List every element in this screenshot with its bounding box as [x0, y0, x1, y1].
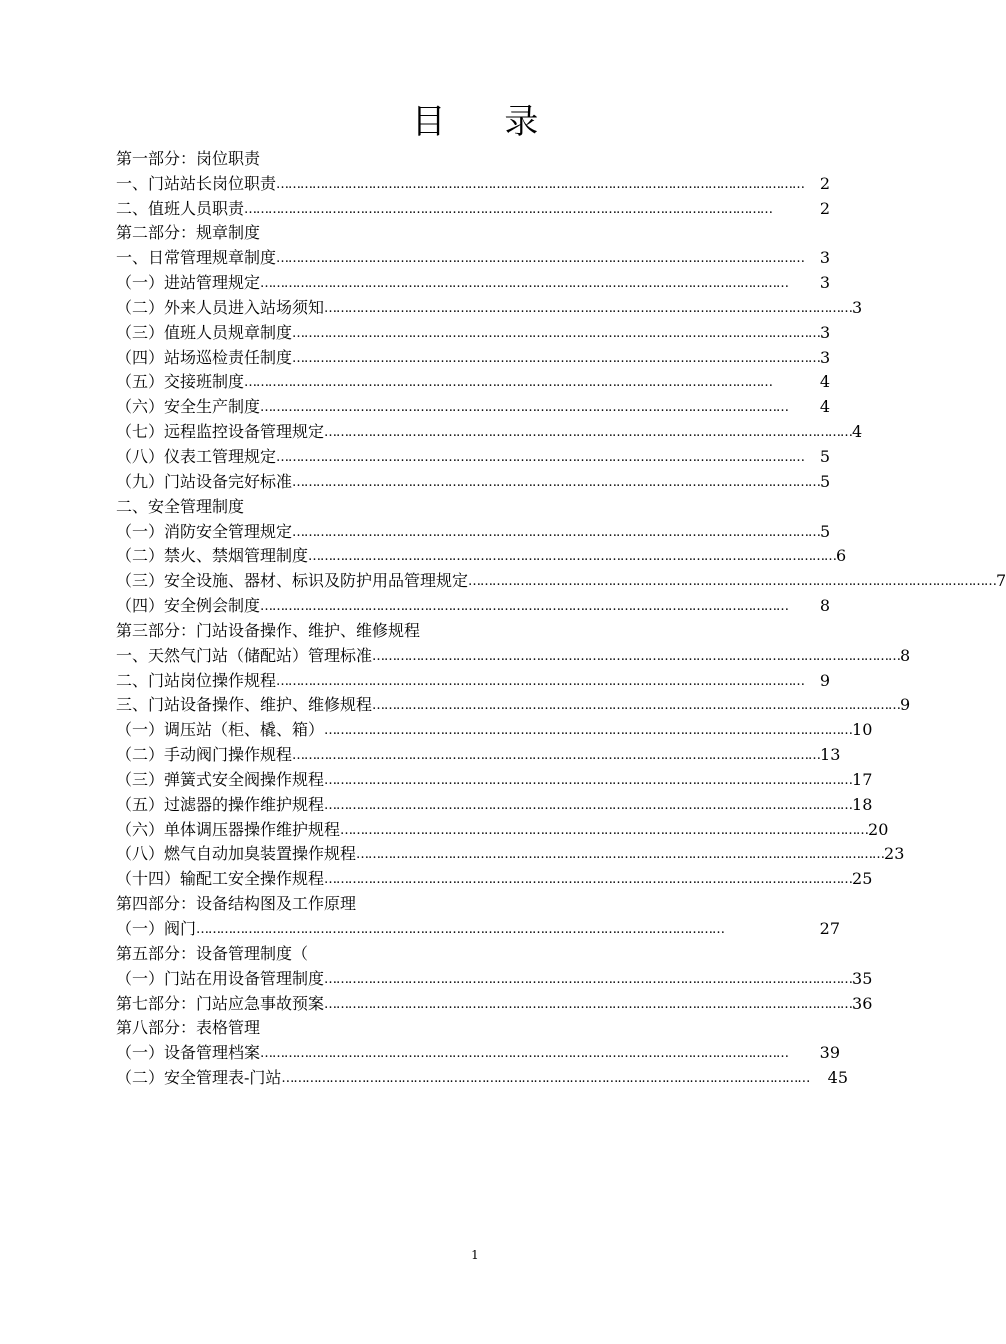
- toc-entry[interactable]: [116, 245, 830, 270]
- toc-entry[interactable]: [116, 320, 830, 345]
- toc-entry-page: 20: [868, 819, 889, 839]
- toc-entry-text: （一）门站在用设备管理制度: [116, 968, 325, 988]
- toc-entry-text: （五）交接班制度: [116, 372, 245, 392]
- toc-leader-dots: ……………………………………………………………………………………………………………………: [292, 748, 821, 764]
- toc-entry[interactable]: [116, 171, 830, 196]
- toc-entry[interactable]: [116, 146, 856, 171]
- toc-entry[interactable]: [116, 693, 911, 718]
- toc-entry-page: 3: [819, 248, 830, 268]
- toc-leader-dots: ……………………………………………………………………………………………………………………: [244, 375, 773, 391]
- toc-leader-dots: ……………………………………………………………………………………………………………………: [324, 872, 853, 888]
- toc-entry-text: （一）调压站（柜、橇、箱）: [116, 720, 325, 740]
- toc-leader-dots: ……………………………………………………………………………………………………………………: [356, 847, 885, 863]
- toc-entry-text: 第八部分：表格管理: [116, 1018, 261, 1038]
- toc-entry-text: 三、门站设备操作、维护、维修规程: [116, 695, 373, 715]
- toc-entry-text: （三）值班人员规章制度: [116, 322, 293, 342]
- toc-entry-page: 27: [819, 919, 840, 938]
- toc-entry-text: （四）站场巡检责任制度: [116, 347, 293, 367]
- toc-entry[interactable]: [116, 941, 856, 966]
- toc-entry[interactable]: [116, 469, 830, 494]
- toc-leader-dots: ……………………………………………………………………………………………………………………: [260, 1046, 789, 1062]
- toc-entry-page: 45: [827, 1068, 848, 1088]
- toc-leader-dots: ……………………………………………………………………………………………………………………: [276, 251, 805, 267]
- toc-entry-page: 39: [819, 1043, 840, 1063]
- toc-entry[interactable]: [116, 419, 863, 444]
- toc-entry-page: 5: [820, 521, 831, 541]
- toc-entry-text: 第五部分：设备管理制度（: [116, 943, 309, 963]
- table-of-contents: [116, 146, 1006, 1090]
- toc-entry-text: （三）安全设施、器材、标识及防护用品管理规定: [116, 571, 469, 591]
- toc-entry[interactable]: [116, 196, 830, 221]
- toc-entry-text: 二、值班人员职责: [116, 198, 245, 218]
- toc-leader-dots: ……………………………………………………………………………………………………………………: [292, 474, 821, 490]
- toc-entry-page: 6: [836, 546, 847, 566]
- toc-entry[interactable]: [116, 916, 840, 941]
- toc-entry[interactable]: [116, 767, 873, 792]
- toc-entry[interactable]: [116, 842, 905, 867]
- toc-entry[interactable]: [116, 221, 856, 246]
- toc-entry-page: 36: [852, 993, 873, 1013]
- toc-entry-page: 8: [900, 645, 911, 665]
- toc-leader-dots: ……………………………………………………………………………………………………………………: [260, 276, 789, 292]
- toc-entry-text: （九）门站设备完好标准: [116, 471, 293, 491]
- toc-entry-page: 3: [820, 347, 831, 367]
- toc-entry[interactable]: [116, 544, 847, 569]
- toc-entry-page: 2: [819, 173, 830, 193]
- toc-entry-page: 4: [819, 372, 830, 392]
- toc-leader-dots: ……………………………………………………………………………………………………………………: [324, 996, 853, 1012]
- toc-entry[interactable]: [116, 1016, 856, 1041]
- toc-entry-text: （二）禁火、禁烟管理制度: [116, 546, 309, 566]
- toc-entry-page: 13: [820, 745, 841, 765]
- toc-entry-text: （六）安全生产制度: [116, 397, 261, 417]
- toc-leader-dots: ……………………………………………………………………………………………………………………: [324, 772, 853, 788]
- toc-entry-text: （六）单体调压器操作维护规程: [116, 819, 341, 839]
- toc-title: 目 录: [411, 102, 563, 142]
- toc-entry-text: 一、门站站长岗位职责: [116, 173, 277, 193]
- toc-entry-page: 7: [996, 571, 1006, 591]
- toc-leader-dots: ……………………………………………………………………………………………………………………: [276, 673, 805, 689]
- toc-entry-page: 18: [852, 794, 873, 814]
- toc-leader-dots: ……………………………………………………………………………………………………………………: [292, 524, 821, 540]
- toc-entry-text: 第三部分：门站设备操作、维护、维修规程: [116, 620, 421, 640]
- toc-leader-dots: ……………………………………………………………………………………………………………………: [324, 797, 853, 813]
- toc-leader-dots: ……………………………………………………………………………………………………………………: [372, 648, 901, 664]
- toc-entry-page: 9: [819, 670, 830, 690]
- toc-entry-text: （二）外来人员进入站场须知: [116, 297, 325, 317]
- toc-entry[interactable]: [116, 742, 840, 767]
- toc-entry-text: （四）安全例会制度: [116, 596, 261, 616]
- toc-leader-dots: ……………………………………………………………………………………………………………………: [324, 723, 853, 739]
- toc-entry-text: （一）进站管理规定: [116, 273, 261, 293]
- toc-entry-text: 二、安全管理制度: [116, 496, 245, 516]
- toc-entry[interactable]: [116, 866, 873, 891]
- toc-leader-dots: ……………………………………………………………………………………………………………………: [276, 449, 805, 465]
- toc-entry-text: 一、日常管理规章制度: [116, 248, 277, 268]
- toc-entry[interactable]: [116, 643, 911, 668]
- toc-entry-text: 第七部分：门站应急事故预案: [116, 993, 325, 1013]
- toc-entry-text: （二）安全管理表-门站: [116, 1068, 282, 1088]
- toc-entry-text: （十四）输配工安全操作规程: [116, 869, 325, 889]
- toc-entry[interactable]: [116, 568, 1006, 593]
- toc-entry[interactable]: [116, 494, 856, 519]
- toc-entry-text: 第一部分：岗位职责: [116, 148, 261, 168]
- toc-leader-dots: ……………………………………………………………………………………………………………………: [324, 425, 853, 441]
- toc-leader-dots: ……………………………………………………………………………………………………………………: [260, 400, 789, 416]
- toc-entry[interactable]: [116, 593, 830, 618]
- toc-leader-dots: ……………………………………………………………………………………………………………………: [292, 350, 821, 366]
- toc-leader-dots: ……………………………………………………………………………………………………………………: [324, 971, 853, 987]
- toc-entry-text: （一）消防安全管理规定: [116, 521, 293, 541]
- toc-entry-page: 3: [819, 273, 830, 293]
- toc-leader-dots: ……………………………………………………………………………………………………………………: [340, 822, 869, 838]
- toc-entry-page: 3: [852, 297, 863, 317]
- toc-entry-page: 9: [900, 695, 911, 715]
- toc-entry[interactable]: [116, 717, 873, 742]
- toc-leader-dots: ……………………………………………………………………………………………………………………: [292, 325, 821, 341]
- toc-entry-page: 3: [820, 322, 831, 342]
- toc-entry[interactable]: [116, 1065, 848, 1090]
- toc-entry[interactable]: [116, 519, 830, 544]
- toc-entry[interactable]: [116, 1040, 840, 1065]
- toc-entry[interactable]: [116, 668, 830, 693]
- toc-entry[interactable]: [116, 618, 856, 643]
- toc-entry[interactable]: [116, 270, 830, 295]
- toc-leader-dots: ……………………………………………………………………………………………………………………: [260, 599, 789, 615]
- toc-entry[interactable]: [116, 991, 873, 1016]
- toc-entry-text: 二、门站岗位操作规程: [116, 670, 277, 690]
- toc-entry-page: 17: [852, 769, 873, 789]
- toc-entry-text: （二）手动阀门操作规程: [116, 745, 293, 765]
- toc-entry[interactable]: [116, 966, 873, 991]
- toc-entry-text: （三）弹簧式安全阀操作规程: [116, 769, 325, 789]
- toc-entry-page: 4: [852, 422, 863, 442]
- toc-leader-dots: ……………………………………………………………………………………………………………………: [281, 1071, 810, 1087]
- toc-leader-dots: ……………………………………………………………………………………………………………………: [308, 549, 837, 565]
- toc-entry-page: 4: [819, 397, 830, 417]
- toc-entry-page: 10: [852, 720, 873, 740]
- toc-leader-dots: ……………………………………………………………………………………………………………………: [372, 698, 901, 714]
- toc-entry-page: 23: [884, 844, 905, 864]
- toc-entry[interactable]: [116, 394, 830, 419]
- toc-entry-page: 25: [852, 869, 873, 889]
- toc-entry-text: （八）仪表工管理规定: [116, 446, 277, 466]
- toc-entry-page: 35: [852, 968, 873, 988]
- toc-entry-page: 8: [819, 596, 830, 616]
- toc-entry-page: 5: [820, 471, 831, 491]
- toc-entry-text: （一）设备管理档案: [116, 1043, 261, 1063]
- toc-leader-dots: ……………………………………………………………………………………………………………………: [324, 300, 853, 316]
- toc-entry-text: （一）阀门: [116, 919, 197, 938]
- toc-leader-dots: ……………………………………………………………………………………………………………………: [244, 201, 773, 217]
- toc-entry-page: 5: [819, 446, 830, 466]
- toc-leader-dots: ……………………………………………………………………………………………………………………: [196, 922, 725, 937]
- toc-entry[interactable]: [116, 295, 863, 320]
- page-number: 1: [471, 1248, 479, 1262]
- toc-entry-text: （五）过滤器的操作维护规程: [116, 794, 325, 814]
- toc-entry[interactable]: [116, 345, 830, 370]
- toc-entry-text: （七）远程监控设备管理规定: [116, 422, 325, 442]
- toc-entry[interactable]: [116, 370, 830, 395]
- toc-entry-text: 第四部分：设备结构图及工作原理: [116, 894, 357, 914]
- toc-entry[interactable]: [116, 891, 856, 916]
- toc-entry[interactable]: [116, 792, 873, 817]
- toc-entry[interactable]: [116, 817, 889, 842]
- toc-entry-text: 第二部分：规章制度: [116, 223, 261, 243]
- toc-leader-dots: ……………………………………………………………………………………………………………………: [468, 574, 997, 590]
- toc-leader-dots: ……………………………………………………………………………………………………………………: [276, 176, 805, 192]
- toc-entry-page: 2: [819, 198, 830, 218]
- toc-entry-text: （八）燃气自动加臭装置操作规程: [116, 844, 357, 864]
- toc-entry[interactable]: [116, 444, 830, 469]
- toc-entry-text: 一、天然气门站（储配站）管理标准: [116, 645, 373, 665]
